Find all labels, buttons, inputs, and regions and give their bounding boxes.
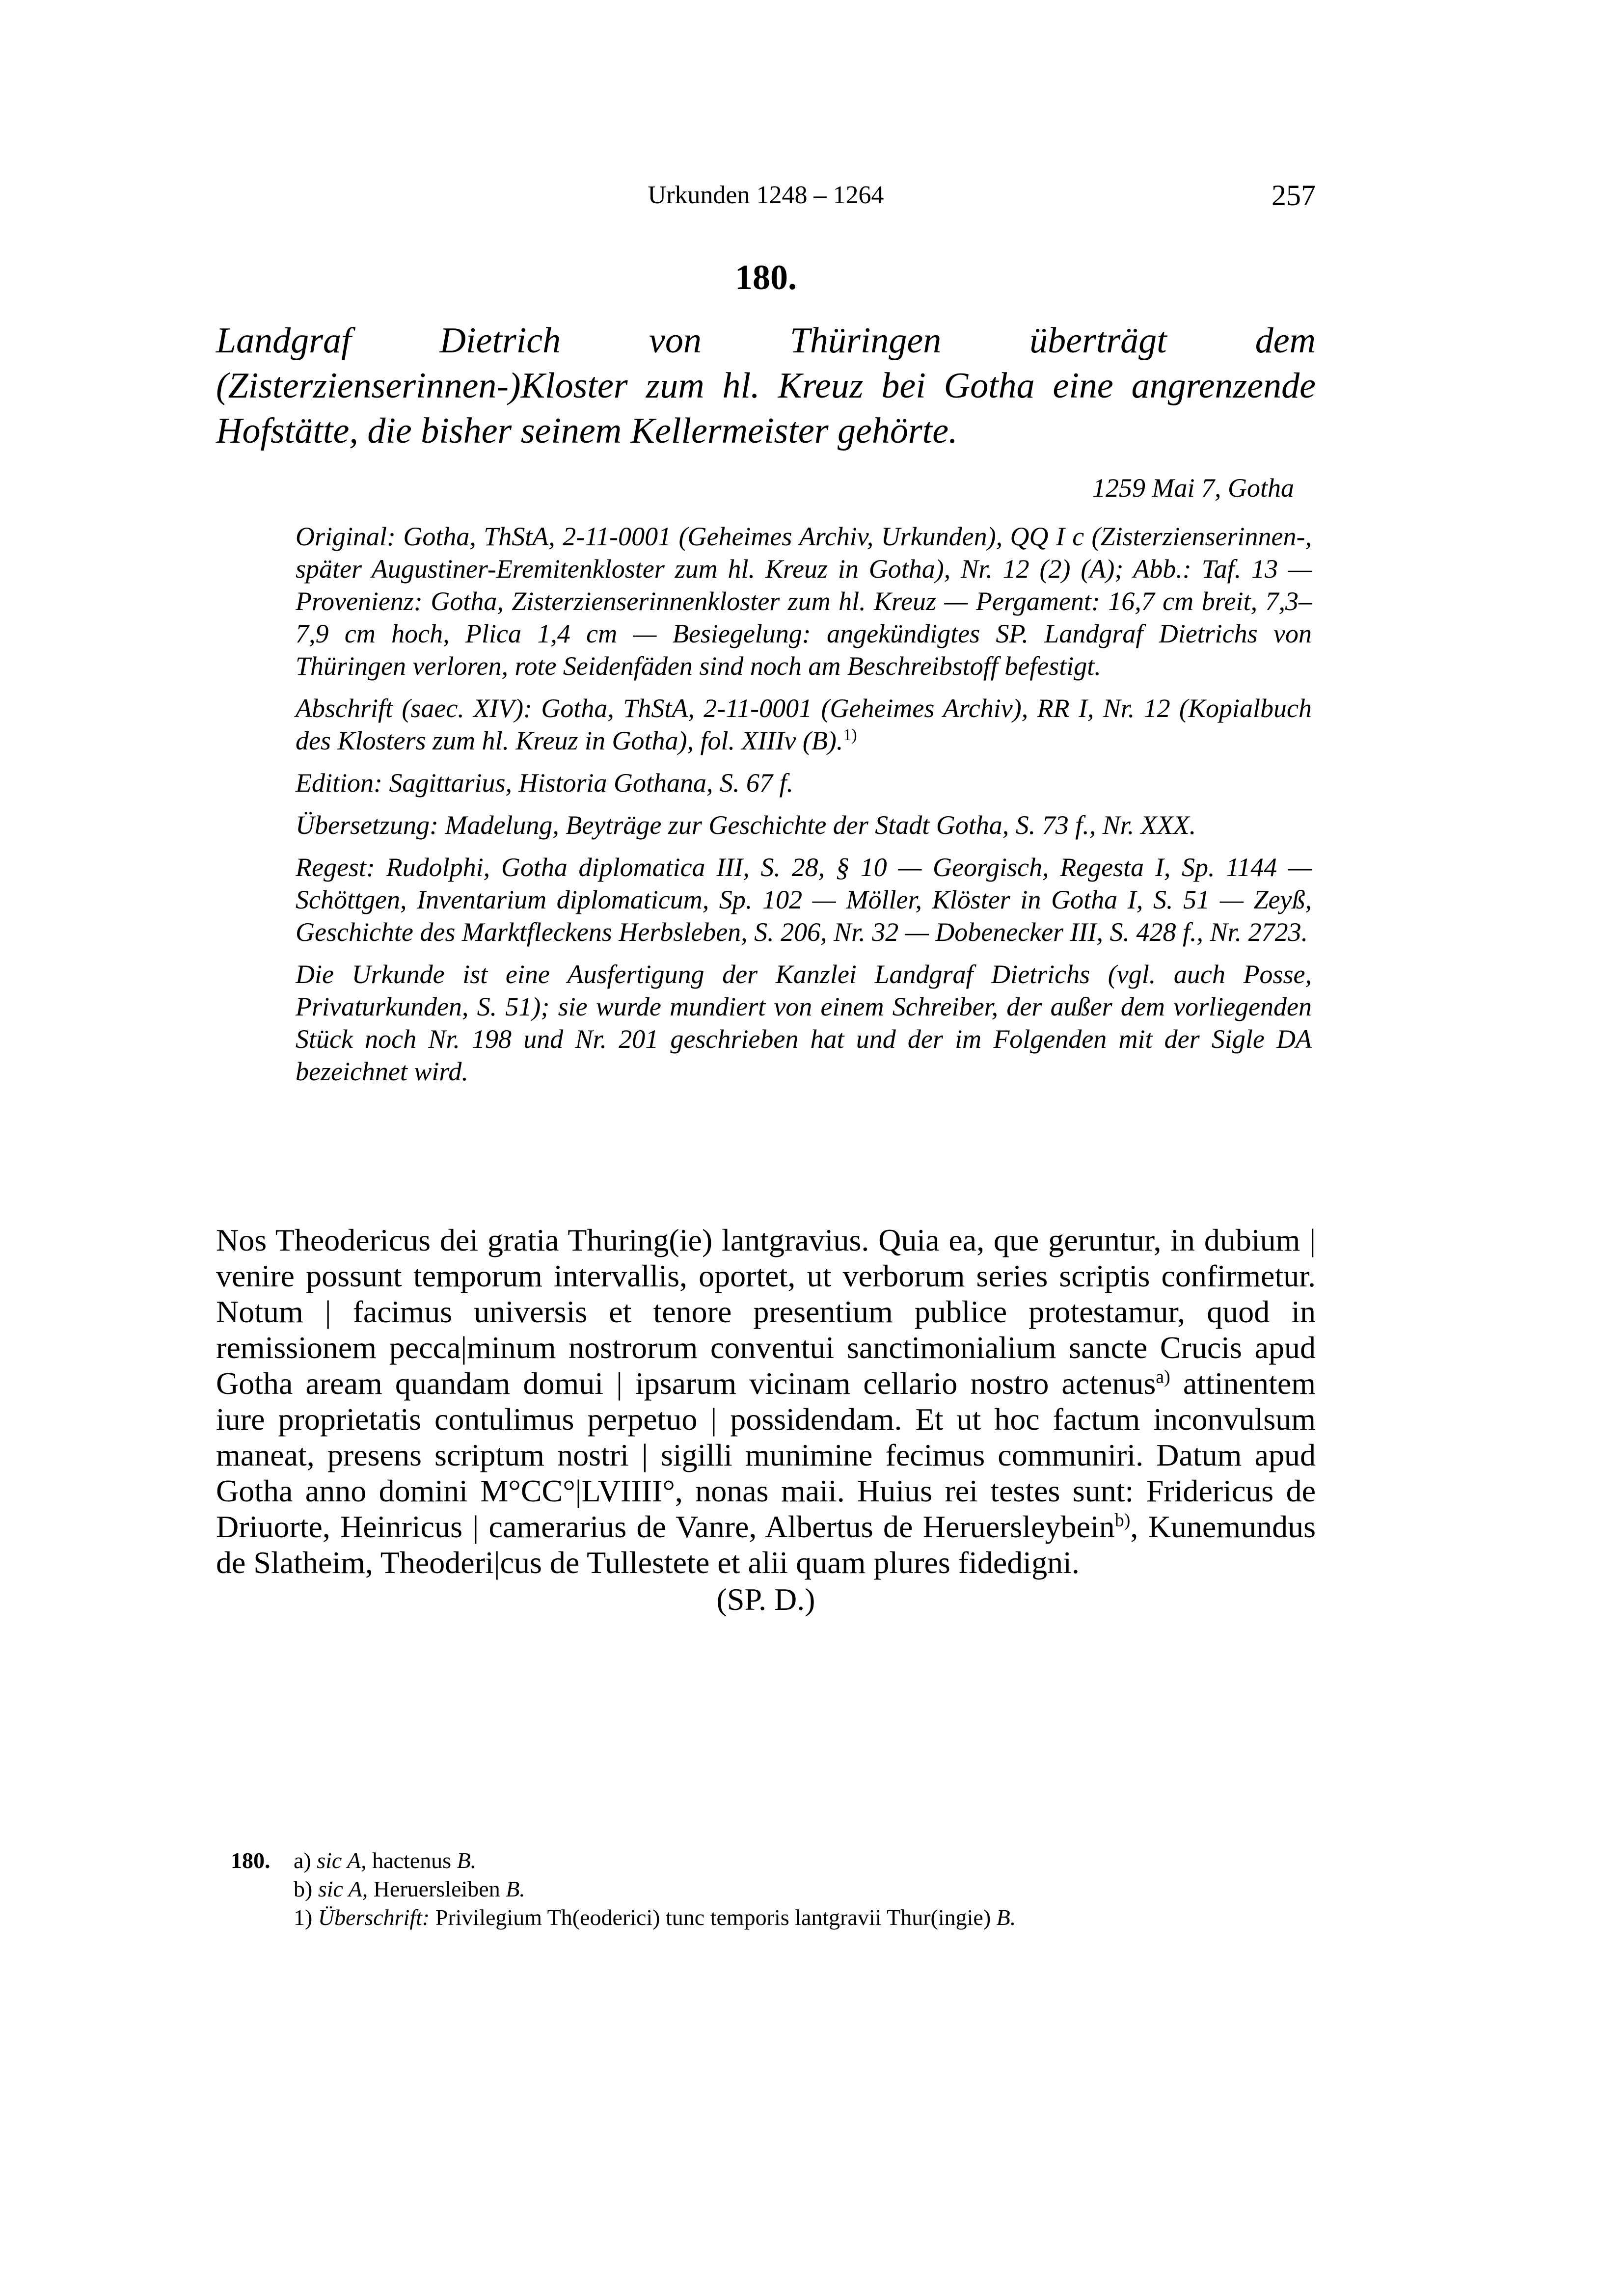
document-summary: Landgraf Dietrich von Thüringen überträgt dem (Zisterzienserinnen-)Kloster zum hl. Kreuz bei Gotha eine angrenzende Hofstätte, die bisher seinem Kellermeister gehörte. (216, 320, 1316, 451)
abschrift-note-mark: 1) (843, 726, 857, 744)
footnote-1 (294, 1903, 1310, 1932)
footnote-list (294, 1846, 1310, 1932)
note-mark-a: a) (1156, 1366, 1170, 1388)
note-mark-b: b) (1114, 1510, 1131, 1531)
apparatus-abschrift (296, 692, 1312, 757)
seal-note: (SP. D.) (716, 1582, 815, 1617)
date-place: 1259 Mai 7, Gotha (1092, 473, 1294, 503)
footnote-1-label: Überschrift: (318, 1905, 430, 1930)
footnote-a (294, 1846, 1310, 1875)
apparatus-regest: Regest: Rudolphi, Gotha diplomatica III, S. 28, § 10 — Georgisch, Regesta I, Sp. 1144 — Schöttgen, Inventarium diplomaticum, Sp. 102 — Möller, Klöster in Gotha I, S. 51 — Zeyß, Geschichte des Marktfleckens Herbsleben, S. 206, Nr. 32 — Dobenecker III, S. 428 f., Nr. 2723. (296, 853, 1312, 947)
apparatus-commentary: Die Urkunde ist eine Ausfertigung der Kanzlei Landgraf Dietrichs (vgl. auch Posse, Privaturkunden, S. 51); sie wurde mundiert von einem Schreiber, der außer dem vorliegenden Stück noch Nr. 198 und Nr. 201 geschrieben hat und der im Folgenden mit der Sigle DA bezeichnet wird. (296, 960, 1312, 1086)
running-head (216, 176, 1316, 215)
charter-text-part2: attinentem iure proprietatis contulimus perpetuo | possidendam. Et ut hoc factum inconvulsum maneat, presens scriptum nostri | sigilli munimine fecimus communiri. Datum apud Gotha anno domini M°CC°|LVIIII°, nonas maii. Huius rei testes sunt: Fridericus de Driuorte, Heinricus | camerarius de Vanre, Albertus de Heruersleybein (216, 1366, 1316, 1544)
abschrift-text: Abschrift (saec. XIV): Gotha, ThStA, 2-11-0001 (Geheimes Archiv), RR I, Nr. 12 (Kopialbuch des Klosters zum hl. Kreuz in Gotha), fol. XIIIv (B). (296, 694, 1312, 755)
footnote-b-mark: b) (294, 1876, 313, 1901)
footnote-b-text: Heruersleiben (368, 1876, 506, 1901)
charter-text-part3: , Kunemundus de Slatheim, Theoderi|cus de Tullestete et alii quam plures fidedigni. (216, 1509, 1316, 1580)
running-title: Urkunden 1248 – 1264 (648, 181, 884, 209)
charter-text-part1: Nos Theodericus dei gratia Thuring(ie) lantgravius. Quia ea, que geruntur, in dubium | venire possunt temporum intervallis, oportet, ut verborum series scriptis confirmetur. Notum | facimus universis et tenore presentium publice protestamur, quod in remissionem pecca|minum nostrorum conventui sanctimonialium sancte Crucis apud Gotha aream quandam domui | ipsarum vicinam cellario nostro actenus (216, 1223, 1316, 1401)
footnote-a-sic: sic A, (317, 1848, 367, 1873)
footnote-b-siglum: B. (506, 1876, 525, 1901)
apparatus-edition: Edition: Sagittarius, Historia Gothana, S. 67 f. (296, 768, 794, 798)
footnote-1-mark: 1) (294, 1905, 313, 1930)
footnote-1-siglum: B. (996, 1905, 1016, 1930)
apparatus (296, 520, 1312, 1097)
apparatus-original: Original: Gotha, ThStA, 2-11-0001 (Geheimes Archiv, Urkunden), QQ I c (Zisterzienserinnen-, später Augustiner-Eremitenkloster zum hl. Kreuz in Gotha), Nr. 12 (2) (A); Abb.: Taf. 13 — Provenienz: Gotha, Zisterzienserinnenkloster zum hl. Kreuz — Pergament: 16,7 cm breit, 7,3–7,9 cm hoch, Plica 1,4 cm — Besiegelung: angekündigtes SP. Landgraf Dietrichs von Thüringen verloren, rote Seidenfäden sind noch am Beschreibstoff befestigt. (296, 522, 1312, 681)
footnote-b (294, 1875, 1310, 1903)
charter-text (216, 1222, 1316, 1580)
page-number: 257 (1272, 179, 1316, 212)
footnote-a-siglum: B. (457, 1848, 477, 1873)
apparatus-uebersetzung: Übersetzung: Madelung, Beyträge zur Geschichte der Stadt Gotha, S. 73 f., Nr. XXX. (296, 810, 1196, 840)
footnote-a-mark: a) (294, 1848, 311, 1873)
footnote-b-sic: sic A, (318, 1876, 368, 1901)
footnote-a-text: hactenus (366, 1848, 457, 1873)
footnote-label: 180. (231, 1848, 271, 1873)
document-number: 180. (735, 258, 797, 297)
footnote-1-text: Privilegium Th(eoderici) tunc temporis lantgravii Thur(ingie) (430, 1905, 997, 1930)
